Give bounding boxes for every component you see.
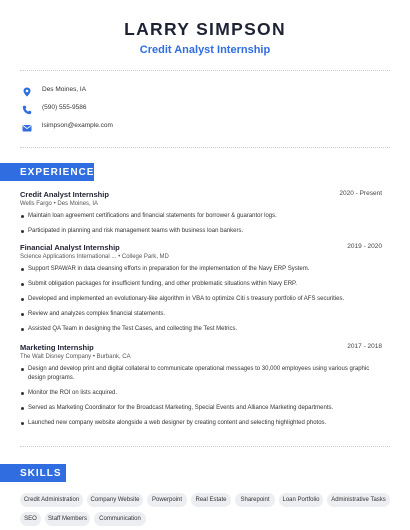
- list-item: Launched new company website alongside a web designer by creating content and selecting highlighted photos.: [20, 419, 382, 428]
- contact-email: [20, 118, 113, 132]
- job-dates: 2020 - Present: [339, 190, 382, 197]
- job-meta: [20, 354, 131, 360]
- job-bullets: [20, 265, 382, 340]
- list-item: Support SPAWAR in data cleansing efforts in preparation for the implementation of the Navy ERP System.: [20, 265, 382, 274]
- resume-header: [0, 19, 410, 57]
- experience-divider: [20, 446, 390, 447]
- email-text: lsimpson@example.com: [42, 121, 113, 129]
- list-item: Maintain loan agreement certifications and financial statements for borrower & guarantor logs.: [20, 212, 382, 221]
- location-text: Des Moines, IA: [42, 85, 87, 93]
- list-item: Submit obligation packages for insufficient funding, and other problematic situations within Navy ERP.: [20, 280, 382, 289]
- skill-tag: Staff Members: [45, 512, 90, 526]
- job-bullets: [20, 365, 382, 434]
- list-item: Developed and implemented an evolutionary-like algorithm in VBA to optimize Citi s treasury portfolio of AFS securities.: [20, 295, 382, 304]
- company-name: Science Applications International ...: [20, 254, 117, 260]
- target-role: Credit Analyst Internship: [139, 44, 271, 56]
- job-title: Credit Analyst Internship: [20, 190, 109, 199]
- candidate-name: LARRY SIMPSON: [124, 19, 286, 39]
- job-bullets: [20, 212, 382, 242]
- job-meta: [20, 201, 98, 207]
- company-name: Wells Fargo: [20, 201, 52, 207]
- contact-divider: [20, 147, 390, 148]
- mail-icon: [22, 120, 32, 130]
- skill-tag: SEO: [20, 512, 41, 526]
- list-item: Participated in planning and risk management teams with business loan bankers.: [20, 227, 382, 236]
- meta-separator: •: [53, 201, 58, 207]
- map-pin-icon: [22, 84, 32, 94]
- skill-tag: Company Website: [87, 493, 143, 507]
- job-meta: [20, 254, 169, 260]
- skill-tag: Administrative Tasks: [327, 493, 390, 507]
- skill-tag: Powerpoint: [147, 493, 187, 507]
- company-name: The Walt Disney Company: [20, 354, 92, 360]
- contact-location: [20, 82, 86, 96]
- job-location: Burbank, CA: [96, 354, 131, 360]
- phone-icon: [22, 102, 32, 112]
- job-dates: 2019 - 2020: [347, 243, 382, 250]
- skill-tag: Sharepoint: [235, 493, 275, 507]
- job-dates: 2017 - 2018: [347, 343, 382, 350]
- job-title: Financial Analyst Internship: [20, 243, 120, 252]
- list-item: Assisted QA Team in designing the Test Cases, and collecting the Test Metrics.: [20, 325, 382, 334]
- job-title: Marketing Internship: [20, 343, 94, 352]
- skill-tag: Real Estate: [191, 493, 231, 507]
- experience-heading: EXPERIENCE: [0, 163, 94, 181]
- meta-separator: •: [92, 354, 97, 360]
- header-divider: [20, 70, 390, 71]
- list-item: Design and develop print and digital collateral to communicate operational messages to 30,000 employees using various graphic design programs.: [20, 365, 382, 383]
- meta-separator: •: [118, 254, 122, 260]
- list-item: Monitor the ROI on lists acquired.: [20, 389, 382, 398]
- phone-text: (590) 555-9586: [42, 103, 87, 111]
- skill-tag: Communication: [94, 512, 146, 526]
- skills-heading: SKILLS: [0, 464, 66, 482]
- skill-tag: Loan Portfolio: [279, 493, 323, 507]
- job-location: College Park, MD: [121, 254, 169, 260]
- list-item: Review and analyzes complex financial statements.: [20, 310, 382, 319]
- contact-phone: [20, 100, 86, 114]
- list-item: Served as Marketing Coordinator for the Broadcast Marketing, Special Events and Alliance Marketing departments.: [20, 404, 382, 413]
- skill-tag: Credit Administration: [20, 493, 83, 507]
- job-location: Des Moines, IA: [57, 201, 99, 207]
